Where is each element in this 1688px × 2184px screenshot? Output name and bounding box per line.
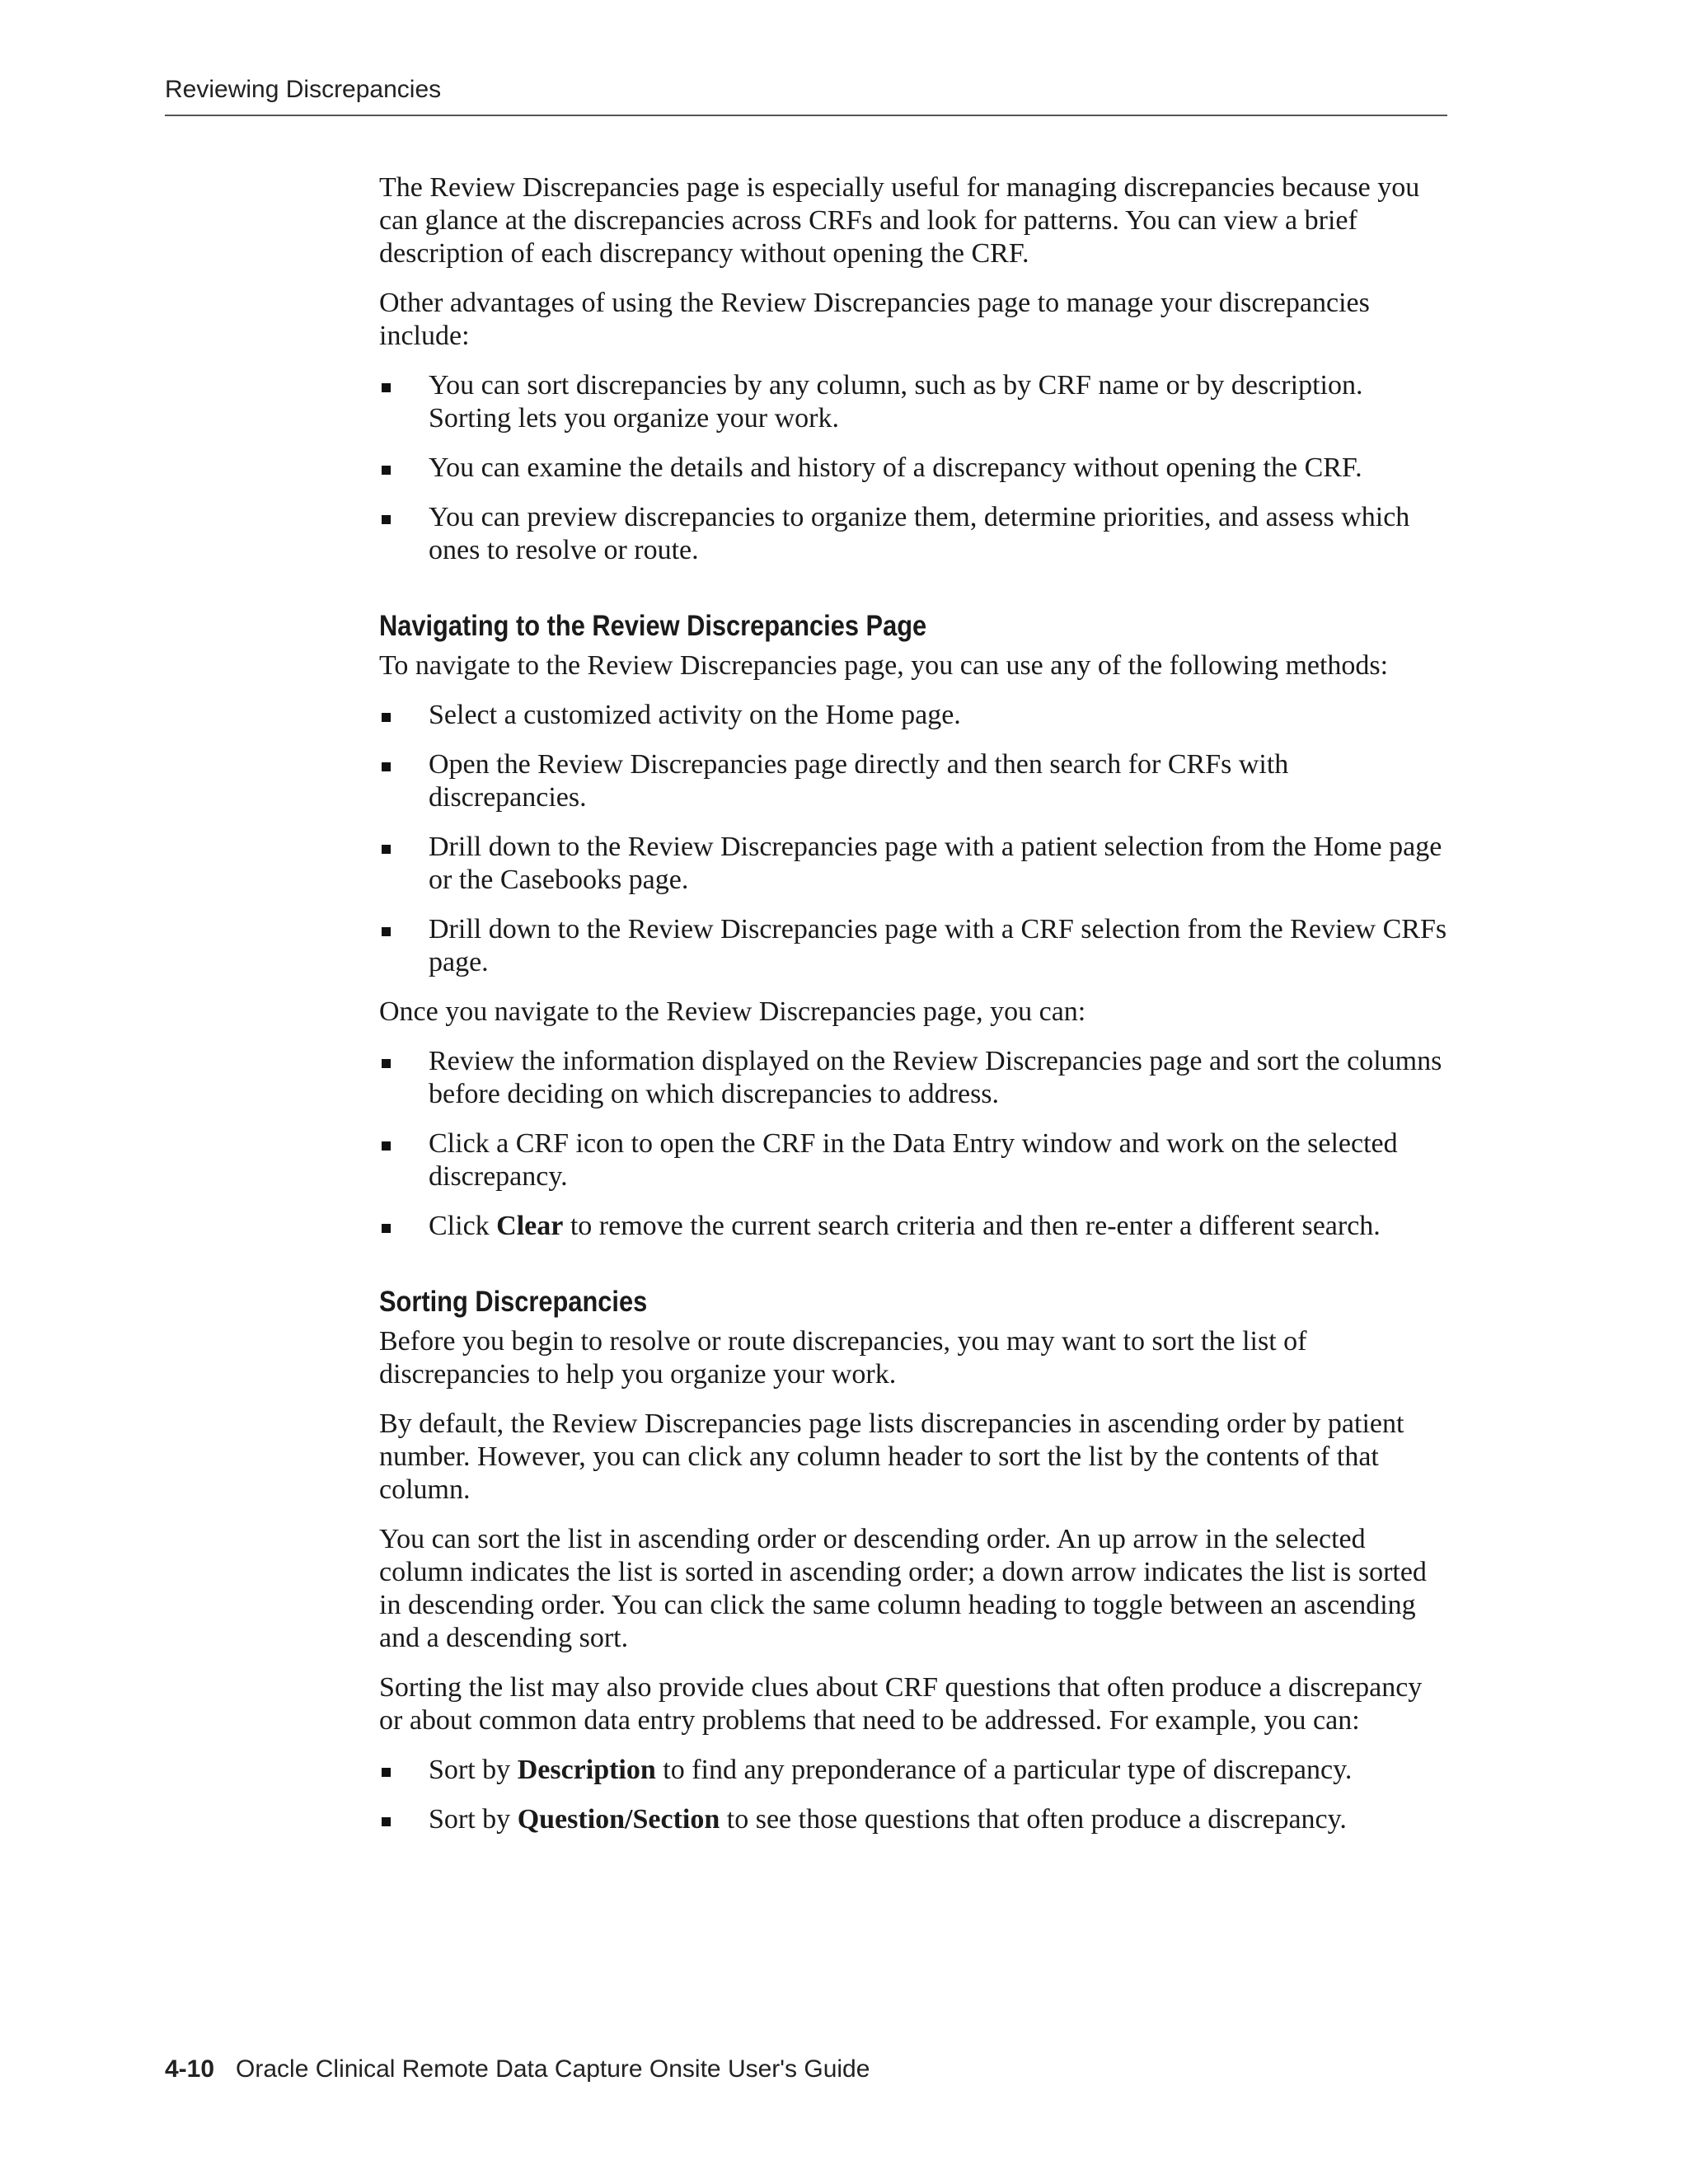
list-item: Click Clear to remove the current search criteria and then re-enter a different search. (379, 1210, 1451, 1243)
bullet-icon (382, 1141, 391, 1151)
list-item: You can sort discrepancies by any column, such as by CRF name or by description. Sorting lets you organize your work. (379, 369, 1451, 435)
bullet-icon (382, 1768, 391, 1777)
body-paragraph: You can sort the list in ascending order or descending order. An up arrow in the selected column indicates the list is sorted in ascending order; a down arrow indicates the list is sorted in descending order. You can click the same column heading to toggle between an ascending and a descending sort. (379, 1524, 1427, 1653)
list-item: Click a CRF icon to open the CRF in the Data Entry window and work on the selected discrepancy. (379, 1127, 1451, 1193)
list-item: Open the Review Discrepancies page directly and then search for CRFs with discrepancies. (379, 748, 1451, 814)
examples-list (379, 1754, 1451, 1836)
list-item: Sort by Description to find any preponderance of a particular type of discrepancy. (379, 1754, 1451, 1787)
actions-list (379, 1045, 1451, 1243)
bullet-icon (382, 1224, 391, 1233)
ui-term: Clear (496, 1211, 564, 1241)
body-paragraph: To navigate to the Review Discrepancies page, you can use any of the following methods: (379, 650, 1389, 681)
advantages-list (379, 369, 1451, 567)
bullet-icon (382, 1059, 391, 1068)
bullet-icon (382, 1817, 391, 1826)
bullet-icon (382, 515, 391, 524)
body-paragraph: Once you navigate to the Review Discrepancies page, you can: (379, 996, 1086, 1027)
body-paragraph: Before you begin to resolve or route discrepancies, you may want to sort the list of discrepancies to help you organize your work. (379, 1326, 1307, 1390)
intro-paragraph: Other advantages of using the Review Discrepancies page to manage your discrepancies include: (379, 288, 1370, 351)
body-paragraph: By default, the Review Discrepancies page lists discrepancies in ascending order by patient number. However, you can click any column header to sort the list by the contents of that column. (379, 1408, 1404, 1505)
bullet-icon (382, 713, 391, 722)
bullet-icon (382, 927, 391, 936)
methods-list (379, 699, 1451, 979)
ui-term: Question/Section (517, 1804, 720, 1835)
list-item: Sort by Question/Section to see those questions that often produce a discrepancy. (379, 1803, 1451, 1836)
list-item: Drill down to the Review Discrepancies page with a patient selection from the Home page or the Casebooks page. (379, 831, 1451, 897)
section-heading: Sorting Discrepancies (379, 1286, 648, 1318)
bullet-icon (382, 466, 391, 475)
running-head: Reviewing Discrepancies (165, 76, 442, 103)
page-content (379, 171, 1451, 1853)
section-heading: Navigating to the Review Discrepancies Page (379, 610, 927, 642)
list-item: Review the information displayed on the Review Discrepancies page and sort the columns before deciding on which discrepancies to address. (379, 1045, 1451, 1111)
header-rule (165, 115, 1447, 116)
ui-term: Description (517, 1755, 656, 1785)
list-item: Drill down to the Review Discrepancies page with a CRF selection from the Review CRFs page. (379, 913, 1451, 979)
body-paragraph: Sorting the list may also provide clues about CRF questions that often produce a discrepancy or about common data entry problems that need to be addressed. For example, you can: (379, 1672, 1423, 1736)
guide-title: Oracle Clinical Remote Data Capture Onsite User's Guide (236, 2055, 870, 2083)
page-number: 4-10 (165, 2055, 215, 2083)
intro-paragraph: The Review Discrepancies page is especially useful for managing discrepancies because you can glance at the discrepancies across CRFs and look for patterns. You can view a brief description of each discrepancy without opening the CRF. (379, 172, 1420, 269)
bullet-icon (382, 762, 391, 771)
list-item: You can preview discrepancies to organize them, determine priorities, and assess which ones to resolve or route. (379, 501, 1451, 567)
list-item: Select a customized activity on the Home page. (379, 699, 1451, 732)
list-item: You can examine the details and history of a discrepancy without opening the CRF. (379, 452, 1451, 485)
bullet-icon (382, 383, 391, 392)
bullet-icon (382, 845, 391, 854)
page-footer (165, 2055, 870, 2083)
